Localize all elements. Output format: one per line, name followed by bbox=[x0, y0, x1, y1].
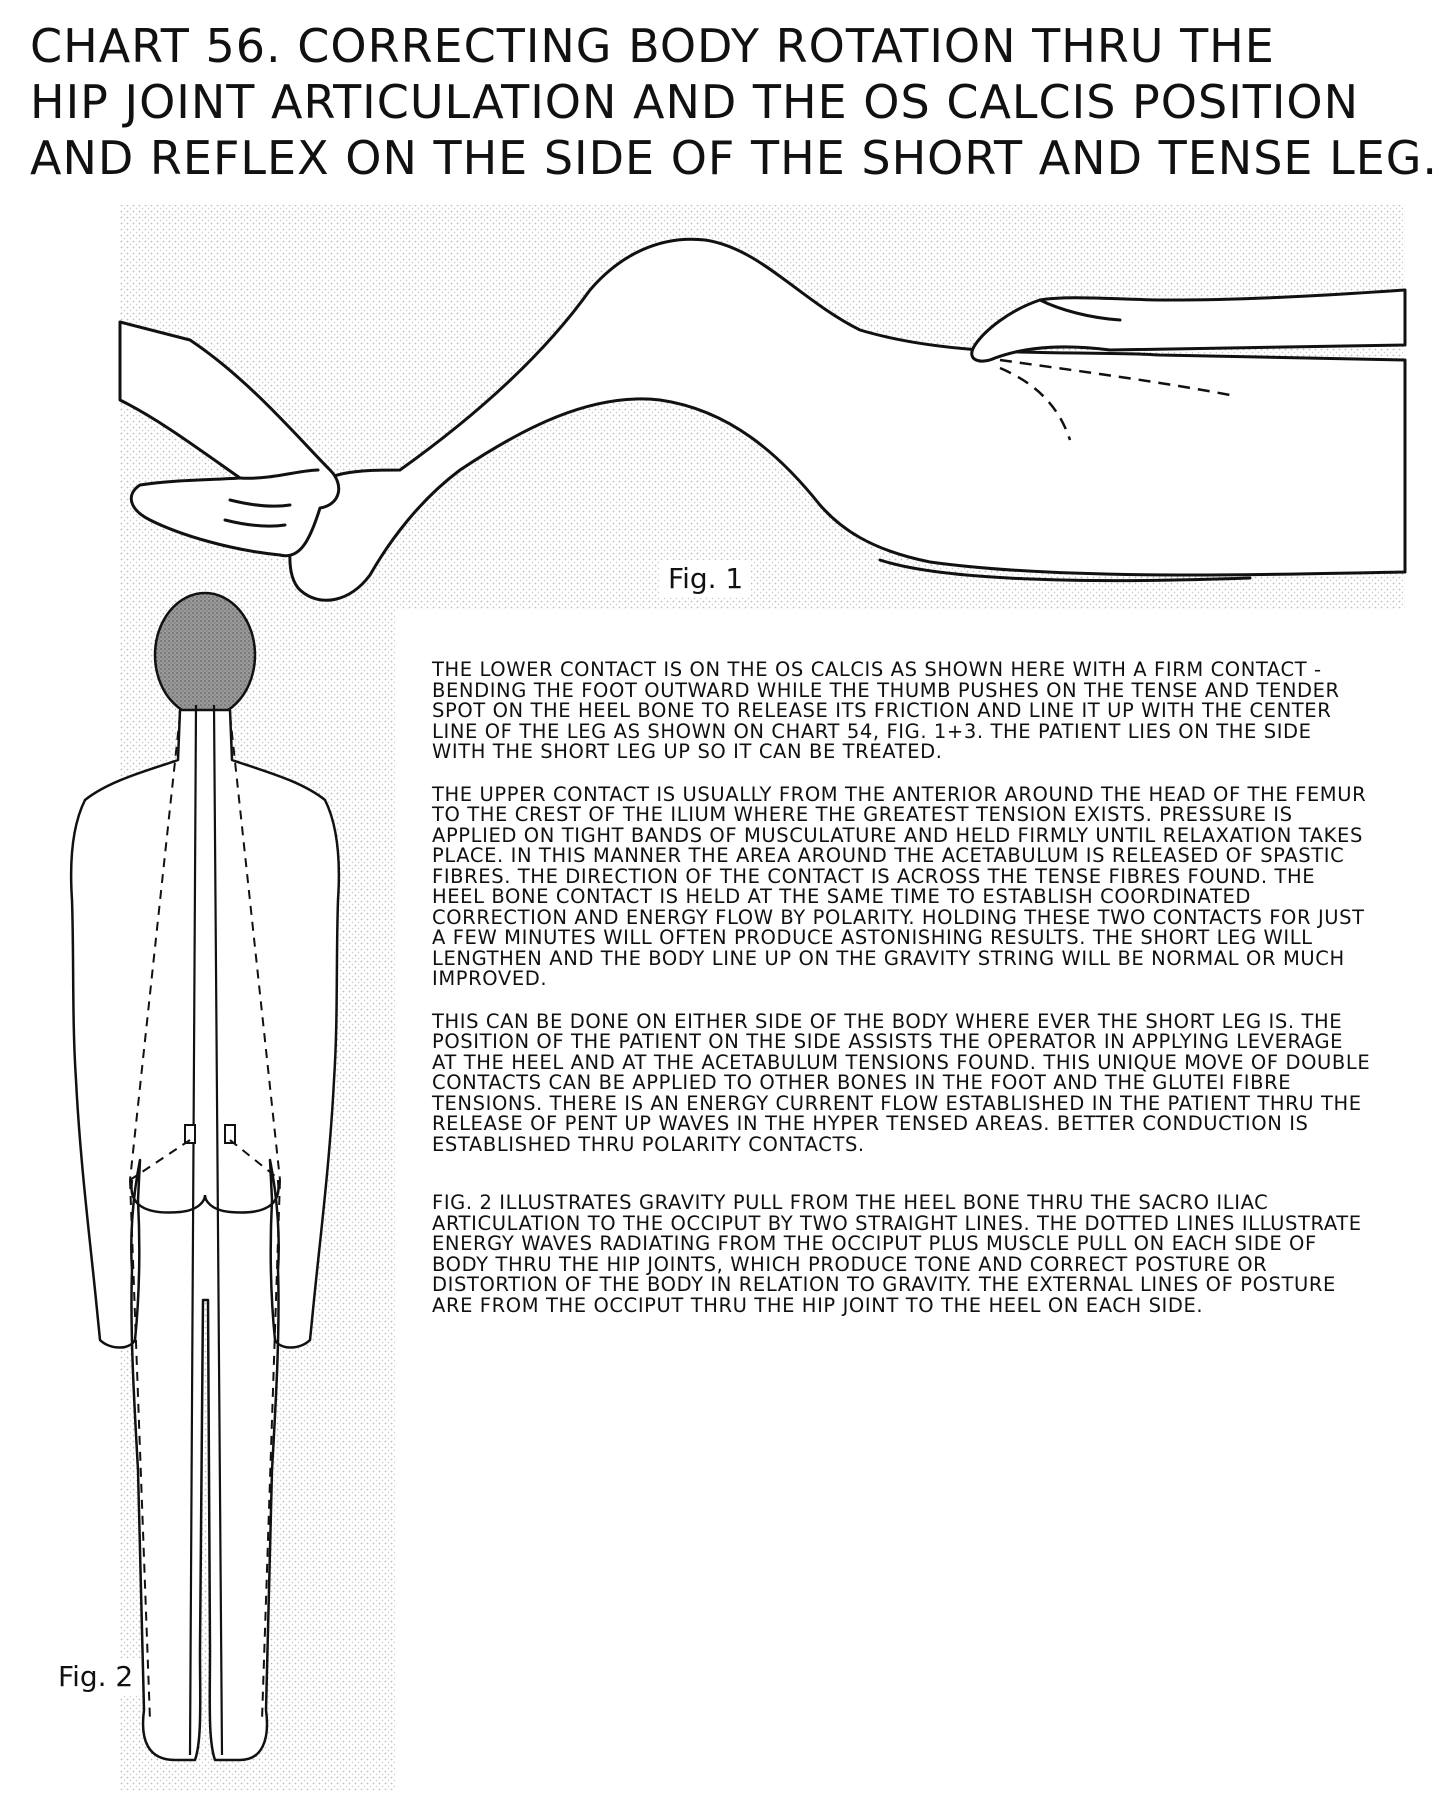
title-line-3: AND REFLEX ON THE SIDE OF THE SHORT AND TENSE LEG. bbox=[30, 131, 1439, 185]
fig-2-label: Fig. 2 bbox=[50, 1658, 141, 1695]
paragraph-either-side: THIS CAN BE DONE ON EITHER SIDE OF THE BODY WHERE EVER THE SHORT LEG IS. THE POSITION OF THE PATIENT ON THE SIDE ASSISTS THE OPERATOR IN APPLYING LEVERAGE AT THE HEEL AND AT THE ACETABULUM TENSIONS FOUND. THIS UNIQUE MOVE OF DOUBLE CONTACTS CAN BE APPLIED TO OTHER BONES IN THE FOOT AND THE GLUTEI FIBRE TENSIONS. THERE IS AN ENERGY CURRENT FLOW ESTABLISHED IN THE PATIENT THRU THE RELEASE OF PENT UP WAVES IN THE HYPER TENSED AREAS. BETTER CONDUCTION IS ESTABLISHED THRU POLARITY CONTACTS. bbox=[432, 1009, 1371, 1156]
title-line-1: CHART 56. CORRECTING BODY ROTATION THRU THE bbox=[30, 19, 1275, 73]
fig-1-label: Fig. 1 bbox=[660, 560, 751, 597]
description-text bbox=[432, 660, 1372, 1338]
head-shape bbox=[155, 593, 255, 717]
paragraph-fig-2: FIG. 2 ILLUSTRATES GRAVITY PULL FROM THE HEEL BONE THRU THE SACRO ILIAC ARTICULATION TO THE OCCIPUT BY TWO STRAIGHT LINES. THE DOTTED LINES ILLUSTRATE ENERGY WAVES RADIATING FROM THE OCCIPUT PLUS MUSCLE PULL ON EACH SIDE OF BODY THRU THE HIP JOINTS, WHICH PRODUCE TONE AND CORRECT POSTURE OR DISTORTION OF THE BODY IN RELATION TO GRAVITY. THE EXTERNAL LINES OF POSTURE ARE FROM THE OCCIPUT THRU THE HIP JOINT TO THE HEEL ON EACH SIDE. bbox=[432, 1191, 1362, 1317]
title-line-2: HIP JOINT ARTICULATION AND THE OS CALCIS POSITION bbox=[30, 75, 1360, 129]
paragraph-lower-contact: THE LOWER CONTACT IS ON THE OS CALCIS AS SHOWN HERE WITH A FIRM CONTACT - BENDING THE FOOT OUTWARD WHILE THE THUMB PUSHES ON THE TENSE AND TENDER SPOT ON THE HEEL BONE TO RELEASE ITS FRICTION AND LINE IT UP WITH THE CENTER LINE OF THE LEG AS SHOWN ON CHART 54, FIG. 1+3. THE PATIENT LIES ON THE SIDE WITH THE SHORT LEG UP SO IT CAN BE TREATED. bbox=[432, 658, 1340, 763]
paragraph-upper-contact: THE UPPER CONTACT IS USUALLY FROM THE ANTERIOR AROUND THE HEAD OF THE FEMUR TO THE CREST OF THE ILIUM WHERE THE GREATEST TENSION EXISTS. PRESSURE IS APPLIED ON TIGHT BANDS OF MUSCULATURE AND HELD FIRMLY UNTIL RELAXATION TAKES PLACE. IN THIS MANNER THE AREA AROUND THE ACETABULUM IS RELEASED OF SPASTIC FIBRES. THE DIRECTION OF THE CONTACT IS ACROSS THE TENSE FIBRES FOUND. THE HEEL BONE CONTACT IS HELD AT THE SAME TIME TO ESTABLISH COORDINATED CORRECTION AND ENERGY FLOW BY POLARITY. HOLDING THESE TWO CONTACTS FOR JUST A FEW MINUTES WILL OFTEN PRODUCE ASTONISHING RESULTS. THE SHORT LEG WILL LENGTHEN AND THE BODY LINE UP ON THE GRAVITY STRING WILL BE NORMAL OR MUCH IMPROVED. bbox=[432, 782, 1367, 990]
